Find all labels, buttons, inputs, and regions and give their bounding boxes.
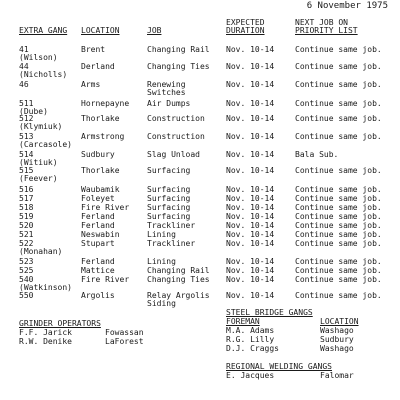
gang-next-job: Continue same job. [295,166,382,175]
gang-next-job: Continue same job. [295,194,382,203]
gang-job: Lining [147,230,176,239]
gang-number: 520 [19,221,34,230]
gang-next-job: Continue same job. [295,239,382,248]
gang-next-job: Continue same job. [295,62,382,71]
gang-duration: Nov. 10-14 [226,185,275,194]
gang-location: Thorlake [81,166,120,175]
gang-number: 522 [19,239,34,248]
gang-location: Fire River [81,275,130,284]
gang-foreman: (Wilson) [19,53,58,62]
gang-number: 540 [19,275,34,284]
header-expected: EXPECTED [226,18,265,27]
gang-number: 523 [19,257,34,266]
gang-duration: Nov. 10-14 [226,45,275,54]
gang-location: Derland [81,62,115,71]
gang-next-job: Continue same job. [295,99,382,108]
gang-location: Sudbury [81,150,115,159]
gang-number: 512 [19,114,34,123]
gang-next-job: Continue same job. [295,266,382,275]
gang-job: Slag Unload [147,150,200,159]
gang-number: 517 [19,194,34,203]
gang-number: 41 [19,45,29,54]
gang-job: Surfacing [147,194,191,203]
gang-location: Arms [81,80,101,89]
gang-duration: Nov. 10-14 [226,230,275,239]
gang-location: Ferland [81,221,115,230]
steel-bridge-location-2: Sudbury [320,335,354,344]
gang-location: Argolis [81,291,115,300]
gang-number: 46 [19,80,29,89]
gang-duration: Nov. 10-14 [226,266,275,275]
gang-location: Hornepayne [81,99,130,108]
gang-next-job: Continue same job. [295,230,382,239]
gang-next-job: Continue same job. [295,275,382,284]
gang-number: 514 [19,150,34,159]
gang-job: Changing Rail [147,45,210,54]
gang-next-job: Continue same job. [295,185,382,194]
gang-number: 519 [19,212,34,221]
gang-duration: Nov. 10-14 [226,80,275,89]
gang-foreman: (Feever) [19,174,58,183]
gang-foreman: (Dube) [19,107,48,116]
gang-duration: Nov. 10-14 [226,203,275,212]
gang-number: 515 [19,166,34,175]
gang-location: Mattice [81,266,115,275]
gang-location: Armstrong [81,132,125,141]
gang-job: Construction [147,114,205,123]
steel-bridge-name-3: D.J. Craggs [226,344,279,353]
gang-next-job: Continue same job. [295,45,382,54]
gang-job: Air Dumps [147,99,191,108]
header-extra-gang: EXTRA GANG [19,26,68,35]
welding-location-1: Falomar [320,371,354,380]
gang-location: Neswabin [81,230,120,239]
header-location: LOCATION [81,26,120,35]
gang-next-job: Continue same job. [295,114,382,123]
gang-next-job: Continue same job. [295,132,382,141]
header-job: JOB [147,26,162,35]
steel-bridge-name-2: R.G. Lilly [226,335,275,344]
gang-location: Foleyet [81,194,115,203]
gang-job: Trackliner [147,239,196,248]
gang-job: Changing Ties [147,275,210,284]
gang-number: 550 [19,291,34,300]
gang-location: Waubamik [81,185,120,194]
gang-job: Surfacing [147,212,191,221]
gang-duration: Nov. 10-14 [226,291,275,300]
gang-foreman: (Witiuk) [19,158,58,167]
gang-location: Stupart [81,239,115,248]
gang-duration: Nov. 10-14 [226,150,275,159]
gang-foreman: (Watkinson) [19,283,72,292]
gang-duration: Nov. 10-14 [226,221,275,230]
gang-number: 518 [19,203,34,212]
gang-duration: Nov. 10-14 [226,99,275,108]
steel-bridge-name-1: M.A. Adams [226,326,275,335]
gang-duration: Nov. 10-14 [226,194,275,203]
gang-duration: Nov. 10-14 [226,212,275,221]
steel-bridge-foreman-header: FOREMAN [226,317,260,326]
gang-duration: Nov. 10-14 [226,114,275,123]
gang-duration: Nov. 10-14 [226,239,275,248]
gang-location: Fire River [81,203,130,212]
header-priority-list: PRIORITY LIST [295,26,358,35]
gang-duration: Nov. 10-14 [226,275,275,284]
gang-number: 44 [19,62,29,71]
gang-duration: Nov. 10-14 [226,257,275,266]
gang-job: Surfacing [147,166,191,175]
gang-number: 516 [19,185,34,194]
gang-job: Lining [147,257,176,266]
gang-foreman: (Klymiuk) [19,122,63,131]
gang-job: Relay Argolis [147,291,210,300]
gang-next-job: Continue same job. [295,212,382,221]
gang-next-job: Continue same job. [295,221,382,230]
gang-location: Brent [81,45,106,54]
gang-job: Renewing [147,80,186,89]
gang-job-line2: Switches [147,88,186,97]
steel-bridge-title: STEEL BRIDGE GANGS [226,308,313,317]
gang-next-job: Continue same job. [295,80,382,89]
gang-job: Changing Rail [147,266,210,275]
gang-job: Changing Ties [147,62,210,71]
steel-bridge-location-header: LOCATION [320,317,359,326]
gang-location: Ferland [81,212,115,221]
gang-job-line2: Siding [147,299,176,308]
gang-number: 511 [19,99,34,108]
grinder-name-1: F.F. Jarick [19,328,72,337]
grinder-title: GRINDER OPERATORS [19,319,101,328]
gang-next-job: Bala Sub. [295,150,339,159]
gang-job: Trackliner [147,221,196,230]
document-date: 6 November 1975 [306,1,388,11]
gang-next-job: Continue same job. [295,291,382,300]
grinder-location-2: LaForest [105,337,144,346]
header-next-job: NEXT JOB ON [295,18,348,27]
gang-job: Surfacing [147,203,191,212]
gang-location: Thorlake [81,114,120,123]
gang-job: Construction [147,132,205,141]
gang-next-job: Continue same job. [295,203,382,212]
welding-name-1: E. Jacques [226,371,275,380]
gang-number: 521 [19,230,34,239]
grinder-location-1: Fowassan [105,328,144,337]
steel-bridge-location-1: Washago [320,326,354,335]
gang-duration: Nov. 10-14 [226,132,275,141]
gang-foreman: (Nicholls) [19,70,68,79]
gang-duration: Nov. 10-14 [226,166,275,175]
gang-foreman: (Carcasole) [19,140,72,149]
grinder-name-2: R.W. Denike [19,337,72,346]
welding-title: REGIONAL WELDING GANGS [226,362,332,371]
gang-number: 525 [19,266,34,275]
header-duration: DURATION [226,26,265,35]
gang-location: Ferland [81,257,115,266]
gang-duration: Nov. 10-14 [226,62,275,71]
gang-foreman: (Monahan) [19,247,63,256]
steel-bridge-location-3: Washago [320,344,354,353]
gang-job: Surfacing [147,185,191,194]
gang-next-job: Continue same job. [295,257,382,266]
gang-number: 513 [19,132,34,141]
